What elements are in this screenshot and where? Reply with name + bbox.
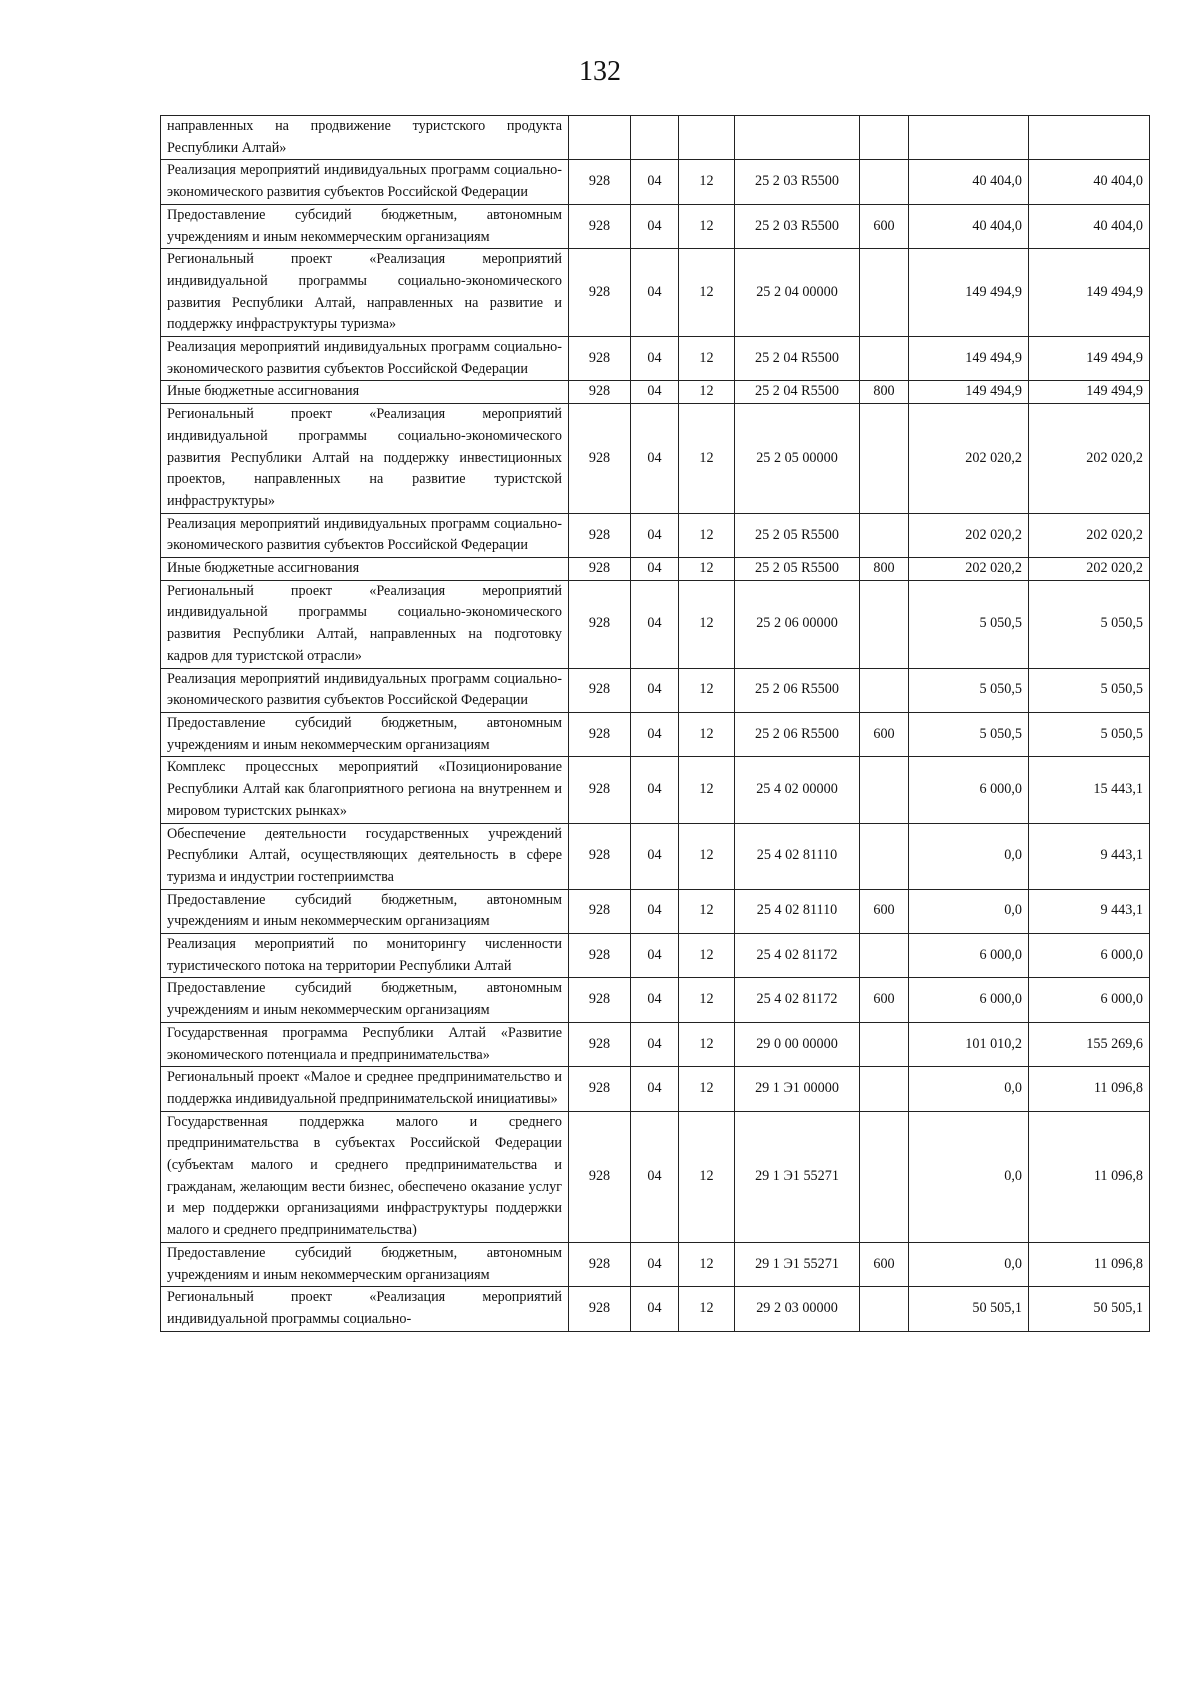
table-row [161, 757, 1150, 823]
subsection-code: 12 [679, 404, 735, 514]
section-code: 04 [631, 757, 679, 823]
amount-year-1: 202 020,2 [909, 513, 1029, 557]
expense-type-code [860, 668, 909, 712]
expense-type-code [860, 404, 909, 514]
table-row [161, 978, 1150, 1022]
ministry-code: 928 [569, 558, 631, 581]
ministry-code: 928 [569, 160, 631, 204]
target-article-code: 29 2 03 00000 [735, 1287, 860, 1331]
row-name: Региональный проект «Реализация мероприятий индивидуальной программы социально-экономического развития Республики Алтай, направленных на подготовку кадров для туристской отрасли» [161, 580, 569, 668]
amount-year-2: 50 505,1 [1029, 1287, 1150, 1331]
expense-type-code [860, 513, 909, 557]
page-number: 132 [579, 56, 621, 87]
section-code: 04 [631, 934, 679, 978]
ministry-code: 928 [569, 1022, 631, 1066]
amount-year-1: 40 404,0 [909, 160, 1029, 204]
section-code: 04 [631, 249, 679, 337]
section-code: 04 [631, 1242, 679, 1286]
amount-year-1: 0,0 [909, 1067, 1029, 1111]
expense-type-code [860, 1067, 909, 1111]
row-name: Предоставление субсидий бюджетным, автономным учреждениям и иным некоммерческим организациям [161, 204, 569, 248]
amount-year-1: 149 494,9 [909, 249, 1029, 337]
amount-year-2: 11 096,8 [1029, 1111, 1150, 1242]
expense-type-code [860, 116, 909, 160]
amount-year-2: 149 494,9 [1029, 381, 1150, 404]
target-article-code: 25 2 03 R5500 [735, 160, 860, 204]
subsection-code: 12 [679, 558, 735, 581]
table-row [161, 668, 1150, 712]
ministry-code: 928 [569, 978, 631, 1022]
table-body [161, 116, 1150, 1332]
amount-year-2: 40 404,0 [1029, 160, 1150, 204]
target-article-code: 29 1 Э1 00000 [735, 1067, 860, 1111]
ministry-code: 928 [569, 337, 631, 381]
section-code: 04 [631, 513, 679, 557]
target-article-code: 25 4 02 81110 [735, 823, 860, 889]
amount-year-2: 155 269,6 [1029, 1022, 1150, 1066]
ministry-code: 928 [569, 1067, 631, 1111]
ministry-code: 928 [569, 204, 631, 248]
subsection-code: 12 [679, 249, 735, 337]
section-code: 04 [631, 823, 679, 889]
row-name: Комплекс процессных мероприятий «Позиционирование Республики Алтай как благоприятного региона на внутреннем и мировом туристских рынках» [161, 757, 569, 823]
table-row [161, 934, 1150, 978]
section-code: 04 [631, 1111, 679, 1242]
expense-type-code [860, 160, 909, 204]
row-name: Реализация мероприятий индивидуальных программ социально-экономического развития субъектов Российской Федерации [161, 513, 569, 557]
subsection-code: 12 [679, 1242, 735, 1286]
amount-year-1: 202 020,2 [909, 558, 1029, 581]
amount-year-1: 149 494,9 [909, 381, 1029, 404]
section-code: 04 [631, 889, 679, 933]
target-article-code: 25 4 02 00000 [735, 757, 860, 823]
amount-year-1: 6 000,0 [909, 978, 1029, 1022]
section-code: 04 [631, 204, 679, 248]
section-code: 04 [631, 337, 679, 381]
amount-year-1: 0,0 [909, 1111, 1029, 1242]
section-code: 04 [631, 1287, 679, 1331]
expense-type-code: 600 [860, 204, 909, 248]
amount-year-2: 11 096,8 [1029, 1067, 1150, 1111]
target-article-code: 25 2 03 R5500 [735, 204, 860, 248]
row-name: Предоставление субсидий бюджетным, автономным учреждениям и иным некоммерческим организациям [161, 712, 569, 756]
expense-type-code [860, 757, 909, 823]
target-article-code: 25 2 06 R5500 [735, 712, 860, 756]
subsection-code: 12 [679, 757, 735, 823]
amount-year-2: 40 404,0 [1029, 204, 1150, 248]
amount-year-1: 6 000,0 [909, 757, 1029, 823]
subsection-code: 12 [679, 668, 735, 712]
expense-type-code [860, 249, 909, 337]
table-row [161, 116, 1150, 160]
amount-year-2: 5 050,5 [1029, 580, 1150, 668]
target-article-code: 29 1 Э1 55271 [735, 1111, 860, 1242]
amount-year-1: 6 000,0 [909, 934, 1029, 978]
ministry-code: 928 [569, 757, 631, 823]
table-row [161, 558, 1150, 581]
target-article-code: 25 2 04 R5500 [735, 381, 860, 404]
amount-year-2: 6 000,0 [1029, 934, 1150, 978]
ministry-code: 928 [569, 823, 631, 889]
table-row [161, 404, 1150, 514]
amount-year-2: 9 443,1 [1029, 823, 1150, 889]
subsection-code: 12 [679, 823, 735, 889]
target-article-code: 29 0 00 00000 [735, 1022, 860, 1066]
section-code: 04 [631, 580, 679, 668]
section-code: 04 [631, 381, 679, 404]
amount-year-1: 40 404,0 [909, 204, 1029, 248]
row-name: Государственная поддержка малого и среднего предпринимательства в субъектах Российской Федерации (субъектам малого и среднего предпринимательства и гражданам, желающим вести бизнес, обеспечено оказание услуг и мер поддержки организациями инфраструктуры поддержки малого и среднего предпринимательства) [161, 1111, 569, 1242]
ministry-code: 928 [569, 668, 631, 712]
expense-type-code: 800 [860, 558, 909, 581]
table-row [161, 1022, 1150, 1066]
row-name: Региональный проект «Реализация мероприятий индивидуальной программы социально- [161, 1287, 569, 1331]
row-name: Реализация мероприятий индивидуальных программ социально-экономического развития субъектов Российской Федерации [161, 160, 569, 204]
amount-year-2: 202 020,2 [1029, 558, 1150, 581]
subsection-code: 12 [679, 160, 735, 204]
subsection-code: 12 [679, 934, 735, 978]
amount-year-2: 6 000,0 [1029, 978, 1150, 1022]
amount-year-1: 202 020,2 [909, 404, 1029, 514]
row-name: Реализация мероприятий по мониторингу численности туристического потока на территории Республики Алтай [161, 934, 569, 978]
amount-year-2: 15 443,1 [1029, 757, 1150, 823]
ministry-code: 928 [569, 513, 631, 557]
row-name: Иные бюджетные ассигнования [161, 558, 569, 581]
target-article-code: 25 4 02 81110 [735, 889, 860, 933]
section-code: 04 [631, 558, 679, 581]
amount-year-2: 202 020,2 [1029, 404, 1150, 514]
subsection-code: 12 [679, 381, 735, 404]
amount-year-1: 149 494,9 [909, 337, 1029, 381]
table-row [161, 204, 1150, 248]
expense-type-code [860, 580, 909, 668]
amount-year-1: 0,0 [909, 823, 1029, 889]
subsection-code: 12 [679, 1111, 735, 1242]
table-row [161, 1111, 1150, 1242]
row-name: Предоставление субсидий бюджетным, автономным учреждениям и иным некоммерческим организациям [161, 889, 569, 933]
amount-year-2: 5 050,5 [1029, 712, 1150, 756]
table-row [161, 1067, 1150, 1111]
table-row [161, 381, 1150, 404]
section-code: 04 [631, 1067, 679, 1111]
ministry-code: 928 [569, 934, 631, 978]
subsection-code: 12 [679, 1022, 735, 1066]
row-name: Региональный проект «Реализация мероприятий индивидуальной программы социально-экономического развития Республики Алтай, направленных на развитие и поддержку инфраструктуры туризма» [161, 249, 569, 337]
subsection-code: 12 [679, 580, 735, 668]
amount-year-1: 5 050,5 [909, 668, 1029, 712]
table-row [161, 580, 1150, 668]
expense-type-code [860, 1022, 909, 1066]
target-article-code: 25 4 02 81172 [735, 934, 860, 978]
section-code: 04 [631, 160, 679, 204]
subsection-code: 12 [679, 204, 735, 248]
target-article-code [735, 116, 860, 160]
subsection-code: 12 [679, 1067, 735, 1111]
subsection-code: 12 [679, 513, 735, 557]
amount-year-1 [909, 116, 1029, 160]
target-article-code: 25 2 06 R5500 [735, 668, 860, 712]
row-name: Предоставление субсидий бюджетным, автономным учреждениям и иным некоммерческим организациям [161, 978, 569, 1022]
target-article-code: 29 1 Э1 55271 [735, 1242, 860, 1286]
table-row [161, 249, 1150, 337]
row-name: Региональный проект «Малое и среднее предпринимательство и поддержка индивидуальной предпринимательской инициативы» [161, 1067, 569, 1111]
amount-year-2: 149 494,9 [1029, 337, 1150, 381]
budget-table [160, 115, 1150, 1332]
subsection-code: 12 [679, 337, 735, 381]
expense-type-code [860, 823, 909, 889]
ministry-code: 928 [569, 1111, 631, 1242]
amount-year-2: 5 050,5 [1029, 668, 1150, 712]
subsection-code: 12 [679, 712, 735, 756]
amount-year-2 [1029, 116, 1150, 160]
section-code: 04 [631, 1022, 679, 1066]
amount-year-2: 202 020,2 [1029, 513, 1150, 557]
ministry-code: 928 [569, 712, 631, 756]
section-code: 04 [631, 668, 679, 712]
table-row [161, 160, 1150, 204]
expense-type-code: 600 [860, 712, 909, 756]
table-row [161, 1287, 1150, 1331]
subsection-code: 12 [679, 1287, 735, 1331]
table-row [161, 1242, 1150, 1286]
row-name: Предоставление субсидий бюджетным, автономным учреждениям и иным некоммерческим организациям [161, 1242, 569, 1286]
ministry-code: 928 [569, 580, 631, 668]
target-article-code: 25 2 05 R5500 [735, 513, 860, 557]
expense-type-code [860, 934, 909, 978]
ministry-code: 928 [569, 889, 631, 933]
section-code [631, 116, 679, 160]
amount-year-2: 11 096,8 [1029, 1242, 1150, 1286]
amount-year-1: 101 010,2 [909, 1022, 1029, 1066]
ministry-code: 928 [569, 249, 631, 337]
amount-year-1: 0,0 [909, 1242, 1029, 1286]
amount-year-1: 5 050,5 [909, 580, 1029, 668]
row-name: Реализация мероприятий индивидуальных программ социально-экономического развития субъектов Российской Федерации [161, 668, 569, 712]
ministry-code: 928 [569, 381, 631, 404]
ministry-code: 928 [569, 404, 631, 514]
expense-type-code: 600 [860, 978, 909, 1022]
ministry-code: 928 [569, 1242, 631, 1286]
table-row [161, 823, 1150, 889]
amount-year-1: 0,0 [909, 889, 1029, 933]
expense-type-code [860, 337, 909, 381]
table-row [161, 889, 1150, 933]
expense-type-code [860, 1287, 909, 1331]
amount-year-2: 149 494,9 [1029, 249, 1150, 337]
table-row [161, 712, 1150, 756]
section-code: 04 [631, 712, 679, 756]
row-name: Обеспечение деятельности государственных учреждений Республики Алтай, осуществляющих деятельность в сфере туризма и индустрии гостеприимства [161, 823, 569, 889]
expense-type-code: 800 [860, 381, 909, 404]
amount-year-2: 9 443,1 [1029, 889, 1150, 933]
subsection-code [679, 116, 735, 160]
section-code: 04 [631, 978, 679, 1022]
ministry-code [569, 116, 631, 160]
target-article-code: 25 2 06 00000 [735, 580, 860, 668]
subsection-code: 12 [679, 889, 735, 933]
target-article-code: 25 4 02 81172 [735, 978, 860, 1022]
row-name: Реализация мероприятий индивидуальных программ социально-экономического развития субъектов Российской Федерации [161, 337, 569, 381]
subsection-code: 12 [679, 978, 735, 1022]
row-name: направленных на продвижение туристского продукта Республики Алтай» [161, 116, 569, 160]
target-article-code: 25 2 05 00000 [735, 404, 860, 514]
table-row [161, 513, 1150, 557]
target-article-code: 25 2 04 00000 [735, 249, 860, 337]
expense-type-code [860, 1111, 909, 1242]
amount-year-1: 5 050,5 [909, 712, 1029, 756]
section-code: 04 [631, 404, 679, 514]
row-name: Иные бюджетные ассигнования [161, 381, 569, 404]
row-name: Государственная программа Республики Алтай «Развитие экономического потенциала и предпринимательства» [161, 1022, 569, 1066]
row-name: Региональный проект «Реализация мероприятий индивидуальной программы социально-экономического развития Республики Алтай на поддержку инвестиционных проектов, направленных на развитие туристской инфраструктуры» [161, 404, 569, 514]
target-article-code: 25 2 04 R5500 [735, 337, 860, 381]
target-article-code: 25 2 05 R5500 [735, 558, 860, 581]
table-row [161, 337, 1150, 381]
expense-type-code: 600 [860, 889, 909, 933]
expense-type-code: 600 [860, 1242, 909, 1286]
ministry-code: 928 [569, 1287, 631, 1331]
amount-year-1: 50 505,1 [909, 1287, 1029, 1331]
